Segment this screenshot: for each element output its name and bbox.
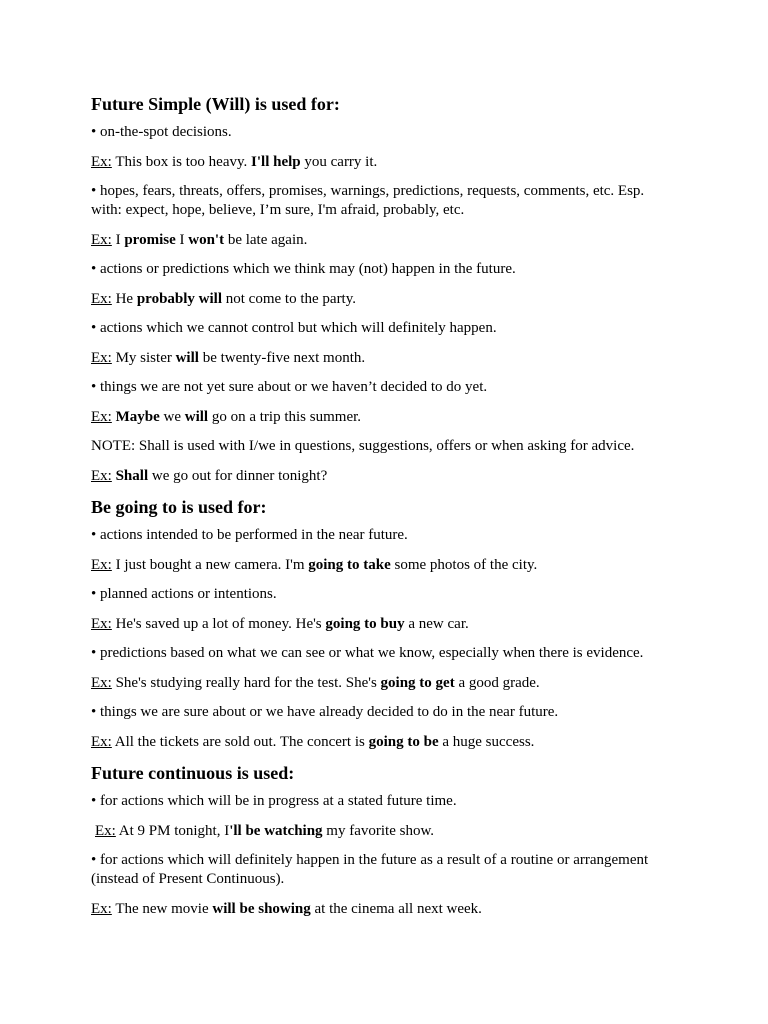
emphasized-phrase: will be showing (212, 900, 311, 917)
example-text: I (175, 231, 189, 248)
example-label: Ex: (91, 556, 112, 573)
example-text: be twenty-five next month. (198, 349, 366, 366)
example-line (91, 349, 661, 368)
example-text: we go out for dinner tonight? (148, 467, 328, 484)
bullet-line: • actions which we cannot control but which will definitely happen. (91, 320, 497, 336)
example-line (91, 153, 661, 172)
example-text: This box is too heavy. (111, 153, 252, 170)
example-line (91, 231, 661, 250)
emphasized-phrase: I'll help (251, 153, 301, 170)
section-heading: Be going to is used for: (91, 497, 267, 517)
emphasized-phrase: 'll be watching (229, 822, 323, 839)
example-line (91, 467, 661, 486)
example-text: some photos of the city. (390, 556, 538, 573)
example-label: Ex: (95, 822, 116, 839)
example-line (91, 900, 661, 919)
example-text: be late again. (224, 231, 308, 248)
example-text: a huge success. (438, 733, 535, 750)
example-line (91, 290, 661, 309)
bullet-line: • on-the-spot decisions. (91, 124, 232, 140)
bullet-line: • for actions which will be in progress at a stated future time. (91, 793, 457, 809)
example-text: a new car. (404, 615, 469, 632)
example-label: Ex: (91, 674, 112, 691)
example-text: a good grade. (454, 674, 540, 691)
example-text: My sister (111, 349, 176, 366)
emphasized-phrase: going to buy (325, 615, 405, 632)
example-label: Ex: (91, 153, 112, 170)
example-text: you carry it. (300, 153, 378, 170)
emphasized-phrase: going to take (308, 556, 391, 573)
example-line (91, 556, 661, 575)
emphasized-phrase: Shall (115, 467, 149, 484)
example-text: at the cinema all next week. (310, 900, 482, 917)
emphasized-phrase: will (175, 349, 199, 366)
example-line (91, 615, 661, 634)
example-label: Ex: (91, 290, 112, 307)
section-heading: Future continuous is used: (91, 763, 295, 783)
emphasized-phrase: going to be (368, 733, 439, 750)
example-label: Ex: (91, 408, 112, 425)
example-line (91, 674, 661, 693)
bullet-line: • planned actions or intentions. (91, 586, 277, 602)
example-line (91, 733, 661, 752)
example-label: Ex: (91, 900, 112, 917)
emphasized-phrase: will (184, 408, 209, 425)
bullet-line: • things we are not yet sure about or we haven’t decided to do yet. (91, 379, 488, 395)
example-text: I (111, 231, 125, 248)
example-label: Ex: (91, 349, 112, 366)
example-text: my favorite show. (322, 822, 435, 839)
emphasized-phrase: going to get (380, 674, 455, 691)
document-body (91, 93, 661, 929)
bullet-line: • things we are sure about or we have already decided to do in the near future. (91, 704, 559, 720)
example-text: He's saved up a lot of money. He's (111, 615, 326, 632)
note-line: NOTE: Shall is used with I/we in questions, suggestions, offers or when asking for advice. (91, 438, 635, 454)
example-text: He (111, 290, 137, 307)
example-label: Ex: (91, 231, 112, 248)
emphasized-phrase: won't (188, 231, 225, 248)
example-line (91, 408, 661, 427)
example-text: I just bought a new camera. I'm (111, 556, 309, 573)
example-text: go on a trip this summer. (208, 408, 362, 425)
example-label: Ex: (91, 615, 112, 632)
emphasized-phrase: promise (124, 231, 176, 248)
bullet-line: • for actions which will definitely happen in the future as a result of a routine or arrangement (instead of Present Continuous). (91, 852, 649, 887)
bullet-line: • actions intended to be performed in the near future. (91, 527, 408, 543)
bullet-line: • predictions based on what we can see or what we know, especially when there is evidence. (91, 645, 644, 661)
example-label: Ex: (91, 467, 112, 484)
emphasized-phrase: Maybe (115, 408, 160, 425)
example-text: At 9 PM tonight, I (115, 822, 230, 839)
example-text: She's studying really hard for the test. She's (111, 674, 381, 691)
emphasized-phrase: probably will (136, 290, 223, 307)
example-text: we (159, 408, 185, 425)
example-label: Ex: (91, 733, 112, 750)
example-text: All the tickets are sold out. The concert is (111, 733, 369, 750)
example-line (91, 822, 661, 841)
example-text: The new movie (111, 900, 213, 917)
bullet-line: • actions or predictions which we think may (not) happen in the future. (91, 261, 516, 277)
section-heading: Future Simple (Will) is used for: (91, 94, 340, 114)
example-text: not come to the party. (222, 290, 357, 307)
bullet-line: • hopes, fears, threats, offers, promises, warnings, predictions, requests, comments, etc. Esp. with: expect, hope, believe, I’m sure, I'm afraid, probably, etc. (91, 183, 645, 218)
